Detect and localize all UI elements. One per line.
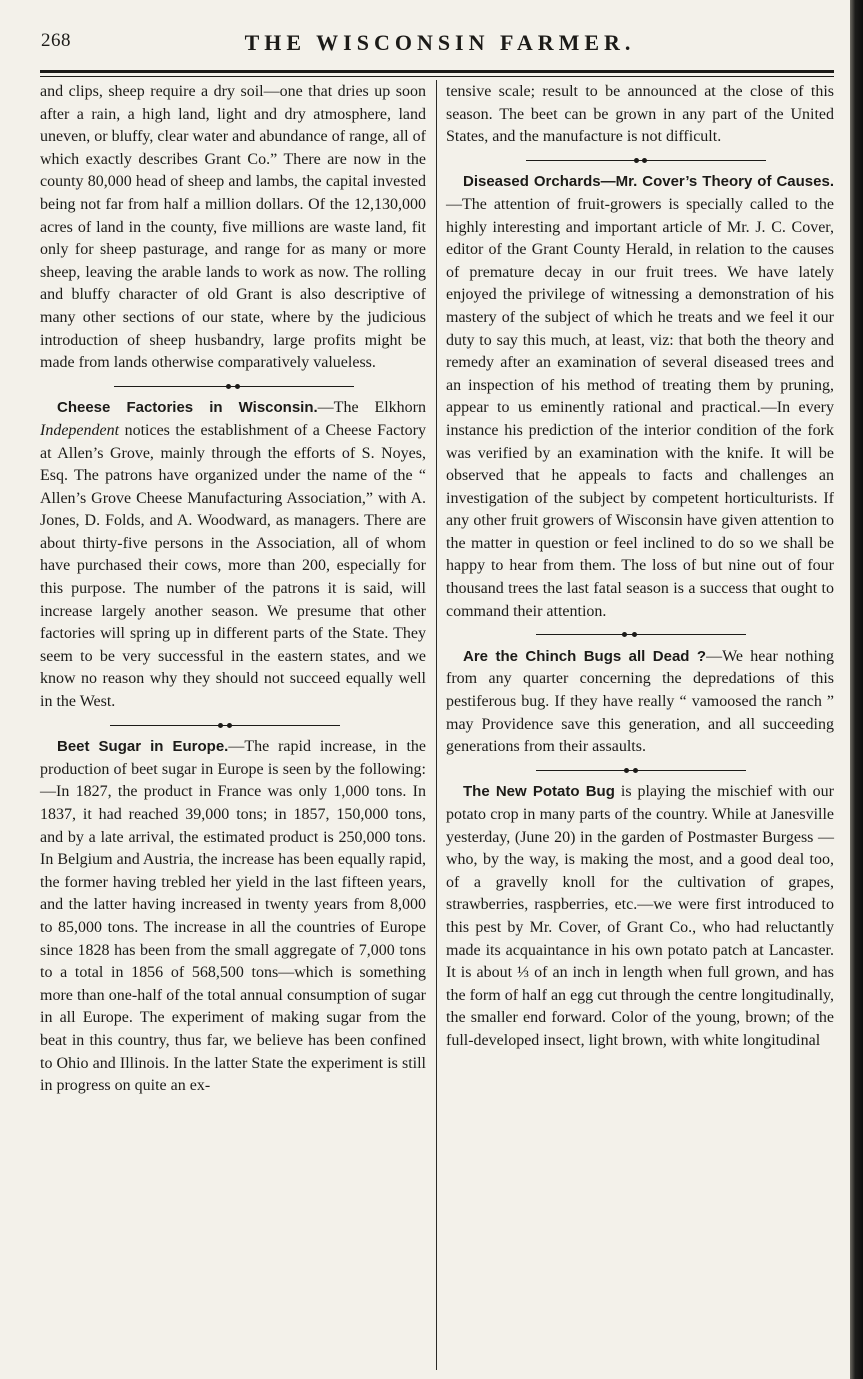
beet-sugar-heading: Beet Sugar in Europe.: [57, 738, 229, 756]
right-column: [446, 81, 834, 1053]
article-separator: [446, 149, 834, 172]
newspaper-name: Independent: [40, 421, 120, 439]
left-column: [40, 81, 426, 1098]
sheep-article-continuation: and clips, sheep require a dry soil—one that dries up soon after a rain, a high land, light and dry atmosphere, land uneven, or bluffy, clear water and abundance of range, all of which exactly describes Grant Co.” There are now in the county 80,000 head of sheep and lambs, the capital invested being not far from half a million dollars. Of the 12,130,000 acres of land in the county, five millions are waste land, fit only for sheep pasturage, and range for as many or more sheep, leaving the arable lands to work as now. The rolling and bluffy character of old Grant is also descriptive of many other sections of our state, where by the judicious introduction of sheep husbandry, large profits might be made from lands otherwise comparatively valueless.: [40, 83, 426, 372]
cheese-factories-heading: Cheese Factories in Wisconsin.: [57, 399, 318, 417]
diseased-orchards-heading: Diseased Orchards—Mr. Cover’s Theory of Causes.: [463, 173, 834, 191]
chinch-bugs-article: Are the Chinch Bugs all Dead ?—We hear nothing from any quarter concerning the depredations of this pestiferous bug. If they have really “ vamoosed the ranch ” may Providence save this generation, and all succeeding generations from their assaults.: [446, 647, 834, 756]
column-divider: [436, 80, 437, 1370]
page-header: [0, 0, 850, 70]
running-title: THE WISCONSIN FARMER.: [244, 30, 636, 55]
article-separator: [446, 623, 834, 646]
beet-sugar-continuation: tensive scale; result to be announced at the close of this season. The beet can be grown in any part of the United States, and the manufacture is not difficult.: [446, 83, 834, 146]
chinch-bugs-heading: Are the Chinch Bugs all Dead ?: [463, 647, 707, 665]
diseased-orchards-article: Diseased Orchards—Mr. Cover’s Theory of Causes.—The attention of fruit-growers is specially called to the highly interesting and important article of Mr. J. C. Cover, editor of the Grant County Herald, in relation to the causes of premature decay in our fruit trees. We have lately enjoyed the privilege of witnessing a demonstration of his mastery of the subject of which he treats and we feel it our duty to say this much, at least, viz: that both the theory and remedy after an examination of several diseased trees and an inspection of his method of treating them by pruning, appear to us eminently rational and practical.—In every instance his prediction of the interior condition of the fork was verified by an examination with the knife. It will be observed that he appeals to facts and challenges an investigation of the subject by competent horticulturists. If any other fruit growers of Wisconsin have given attention to the matter in question or feel inclined to do so we shall be happy to hear from them. The loss of but nine out of four thousand trees the last fatal season is a success that ought to command their attention.: [446, 173, 834, 620]
header-rule-thin: [40, 76, 834, 77]
article-separator: [40, 714, 426, 737]
potato-bug-article: The New Potato Bug is playing the mischief with our potato crop in many parts of the country. While at Janesville yesterday, (June 20) in the garden of Postmaster Burgess —who, by the way, is making the most, and a good deal too, of a gravelly knoll for the cultivation of grapes, strawberries, raspberries, etc.—we were first introduced to this pest by Mr. Cover, of Grant Co., who had reluctantly made its acquaintance in his own potato patch at Lancaster. It is about ⅓ of an inch in length when full grown, and has the form of half an egg cut through the centre longitudinally, the smaller end forward. Color of the young, brown; of the full-developed insect, light brown, with white longitudinal: [446, 783, 834, 1049]
article-separator: [446, 759, 834, 782]
potato-bug-heading: The New Potato Bug: [463, 783, 615, 801]
page-number: 268: [41, 30, 71, 51]
page-edge-shadow: [850, 0, 863, 1379]
cheese-factories-article: Cheese Factories in Wisconsin.—The Elkhorn Independent notices the establishment of a Cheese Factory at Allen’s Grove, mainly through the efforts of S. Noyes, Esq. The patrons have organized under the name of the “ Allen’s Grove Cheese Manufacturing Association,” with A. Jones, D. Folds, and A. Woodward, as managers. There are about thirty-five persons in the Association, all of whom have purchased their cows, more than 200, especially for this purpose. The number of the patrons it is said, will increase largely another season. We presume that other factories will spring up in different parts of the State. They seem to be very successful in the eastern states, and we know no reason why they should not succeed equally well in the West.: [40, 399, 427, 711]
beet-sugar-article: Beet Sugar in Europe.—The rapid increase, in the production of beet sugar in Europe is seen by the following:—In 1827, the product in France was only 1,000 tons. In 1837, it had reached 39,000 tons; in 1857, 150,000 tons, and by a late arrival, the estimated product is 250,000 tons. In Belgium and Austria, the increase has been equally rapid, the former having trebled her yield in the last fifteen years, and the latter having increased in twenty years from 8,000 to 85,000 tons. The increase in all the countries of Europe since 1828 has been from the small aggregate of 7,000 tons to a total in 1856 of 568,500 tons—which is something more than one-half of the total annual consumption of sugar in all Europe. The experiment of making sugar from the beat in this country, thus far, we believe has been confined to Ohio and Illinois. In the latter State the experiment is still in progress on quite an ex-: [40, 738, 426, 1095]
article-separator: [40, 375, 426, 398]
header-rule: [40, 70, 834, 73]
